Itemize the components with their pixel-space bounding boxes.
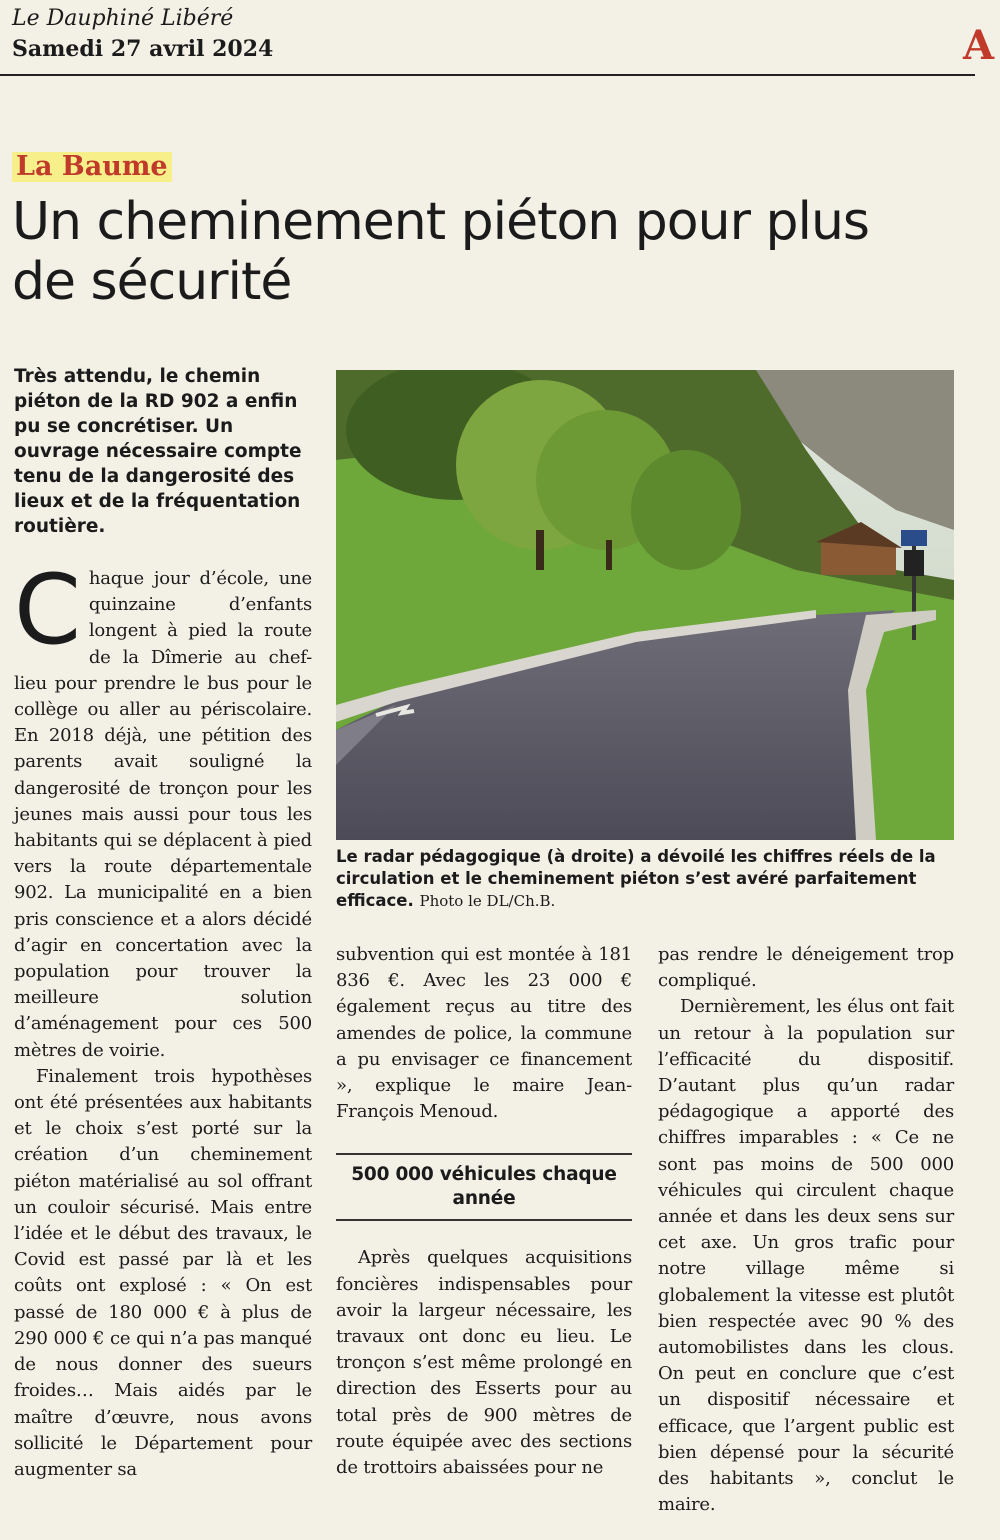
article-kicker: La Baume bbox=[12, 152, 172, 182]
paragraph-1 bbox=[14, 554, 312, 1064]
masthead-rule bbox=[0, 74, 975, 76]
photo-caption bbox=[336, 846, 954, 912]
paragraph-3: subvention qui est montée à 181 836 €. Avec les 23 000 € également reçus au titre des amendes de police, la commune a pu envisager ce financement », explique le maire Jean-François Menoud. bbox=[336, 944, 632, 1123]
body-column-1 bbox=[14, 554, 312, 1483]
photo-credit: Photo le DL/Ch.B. bbox=[419, 892, 556, 910]
newspaper-name: Le Dauphiné Libéré bbox=[12, 6, 234, 31]
intertitle: 500 000 véhicules chaque année bbox=[336, 1153, 632, 1221]
body-column-3 bbox=[658, 942, 954, 1518]
drop-cap: C bbox=[14, 554, 81, 666]
paragraph-2: Finalement trois hypothèses ont été présentées aux habitants et le choix s’est porté sur la création d’un cheminement piéton matérialisé au sol offrant un couloir sécurisé. Mais entre l’idée et le début des travaux, le Covid est passé par là et les coûts ont explosé : « On est passé de 180 000 € à plus de 290 000 € ce qui n’a pas manqué de nous donner des sueurs froides… Mais aidés par le maître d’œuvre, nous avons sollicité le Département pour augmenter sa bbox=[14, 1065, 312, 1480]
article-photo bbox=[336, 370, 954, 840]
article-headline: Un cheminement piéton pour plus de sécurité bbox=[12, 192, 869, 312]
paragraph-6: Dernièrement, les élus ont fait un retour à la population sur l’efficacité du dispositif. D’autant plus qu’un radar pédagogique a apporté des chiffres imparables : « Ce ne sont pas moins de 500 000 véhicules qui circulent chaque année et dans les deux sens sur cet axe. Un gros trafic pour notre village même si globalement la vitesse est plutôt bien respectée avec 90 % des automobilistes dans les clous. On peut en conclure que c’est un dispositif nécessaire et efficace, que l’argent public est bien dépensé pour la sécurité des habitants », conclut le maire. bbox=[658, 996, 954, 1516]
body-column-2 bbox=[336, 942, 632, 1481]
issue-date: Samedi 27 avril 2024 bbox=[12, 36, 274, 62]
paragraph-4: Après quelques acquisitions foncières indispensables pour avoir la largeur nécessaire, les travaux ont donc eu lieu. Le tronçon s’est même prolongé en direction des Esserts pour au total près de 900 mètres de route équipée avec des sections de trottoirs abaissées pour ne bbox=[336, 1247, 632, 1479]
paragraph-5: pas rendre le déneigement trop compliqué. bbox=[658, 944, 954, 992]
road-landscape-image bbox=[336, 370, 954, 840]
article-lead: Très attendu, le chemin piéton de la RD 902 a enfin pu se concrétiser. Un ouvrage nécessaire compte tenu de la dangerosité des lieux et de la fréquentation routière. bbox=[14, 366, 302, 537]
caption-text: Le radar pédagogique (à droite) a dévoilé les chiffres réels de la circulation et le cheminement piéton s’est avéré parfaitement efficace. bbox=[336, 847, 936, 910]
paragraph-1-text: haque jour d’école, une quinzaine d’enfants longent à pied la route de la Dîmerie au chef-lieu pour prendre le bus pour le collège ou aller au périscolaire. En 2018 déjà, une pétition des parents avait souligné la dangerosité de tronçon pour les jeunes mais aussi pour tous les habitants qui se déplacent à pied vers la route départementale 902. La municipalité en a bien pris conscience et a alors décidé d’agir en concertation avec la population pour trouver la meilleure solution d’aménagement pour ces 500 mètres de voirie. bbox=[14, 568, 312, 1061]
next-page-mark: A bbox=[962, 22, 994, 69]
